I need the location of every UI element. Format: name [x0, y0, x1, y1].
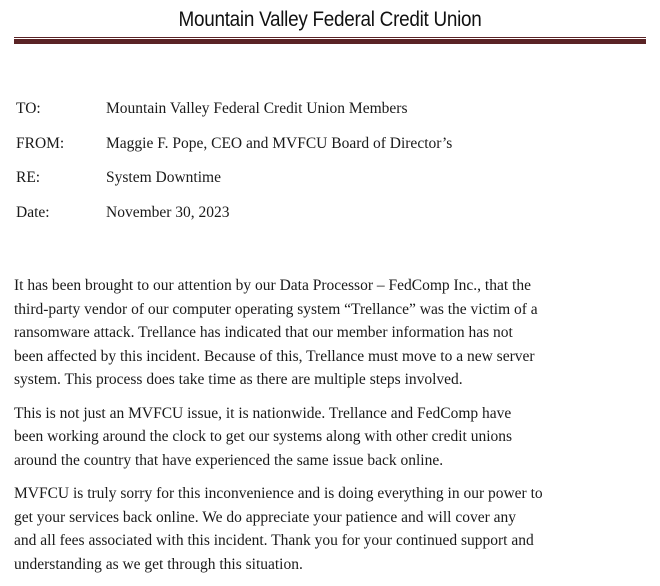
header-rule-thick — [14, 39, 646, 44]
memo-value-date: November 30, 2023 — [106, 203, 230, 221]
organization-title: Mountain Valley Federal Credit Union — [178, 8, 482, 31]
letter-body — [14, 274, 654, 586]
memo-label-to: TO: — [16, 100, 41, 117]
body-line: around the country that have experienced the same issue back online. — [14, 451, 444, 469]
paragraph-incident — [14, 274, 654, 392]
header-rule-thin — [14, 37, 646, 38]
memo-value-from: Maggie F. Pope, CEO and MVFCU Board of Director’s — [106, 134, 453, 152]
memo-label-date: Date: — [16, 203, 50, 221]
body-line: system. This process does take time as there are multiple steps involved. — [14, 371, 463, 388]
body-line: MVFCU is truly sorry for this inconvenience and is doing everything in our power to — [14, 485, 543, 502]
body-line: understanding as we get through this situation. — [14, 555, 303, 573]
memo-value-re: System Downtime — [106, 169, 221, 186]
memo-label-re: RE: — [16, 169, 41, 186]
body-line: and all fees associated with this incident. Thank you for your continued support and — [14, 532, 534, 549]
body-line: ransomware attack. Trellance has indicated that our member information has not — [14, 324, 513, 341]
body-line: This is not just an MVFCU issue, it is nationwide. Trellance and FedComp have — [14, 404, 512, 422]
body-line: third-party vendor of our computer operating system “Trellance” was the victim of a — [14, 300, 538, 318]
body-line: been working around the clock to get our systems along with other credit unions — [14, 428, 513, 445]
body-line: get your services back online. We do appreciate your patience and will cover any — [14, 508, 517, 526]
memo-value-to: Mountain Valley Federal Credit Union Members — [106, 100, 408, 117]
body-line: been affected by this incident. Because of this, Trellance must move to a new server — [14, 347, 535, 365]
paragraph-nationwide — [14, 402, 654, 473]
paragraph-apology — [14, 482, 654, 576]
body-line: It has been brought to our attention by our Data Processor – FedComp Inc., that the — [14, 277, 531, 294]
memo-label-from: FROM: — [16, 134, 65, 152]
